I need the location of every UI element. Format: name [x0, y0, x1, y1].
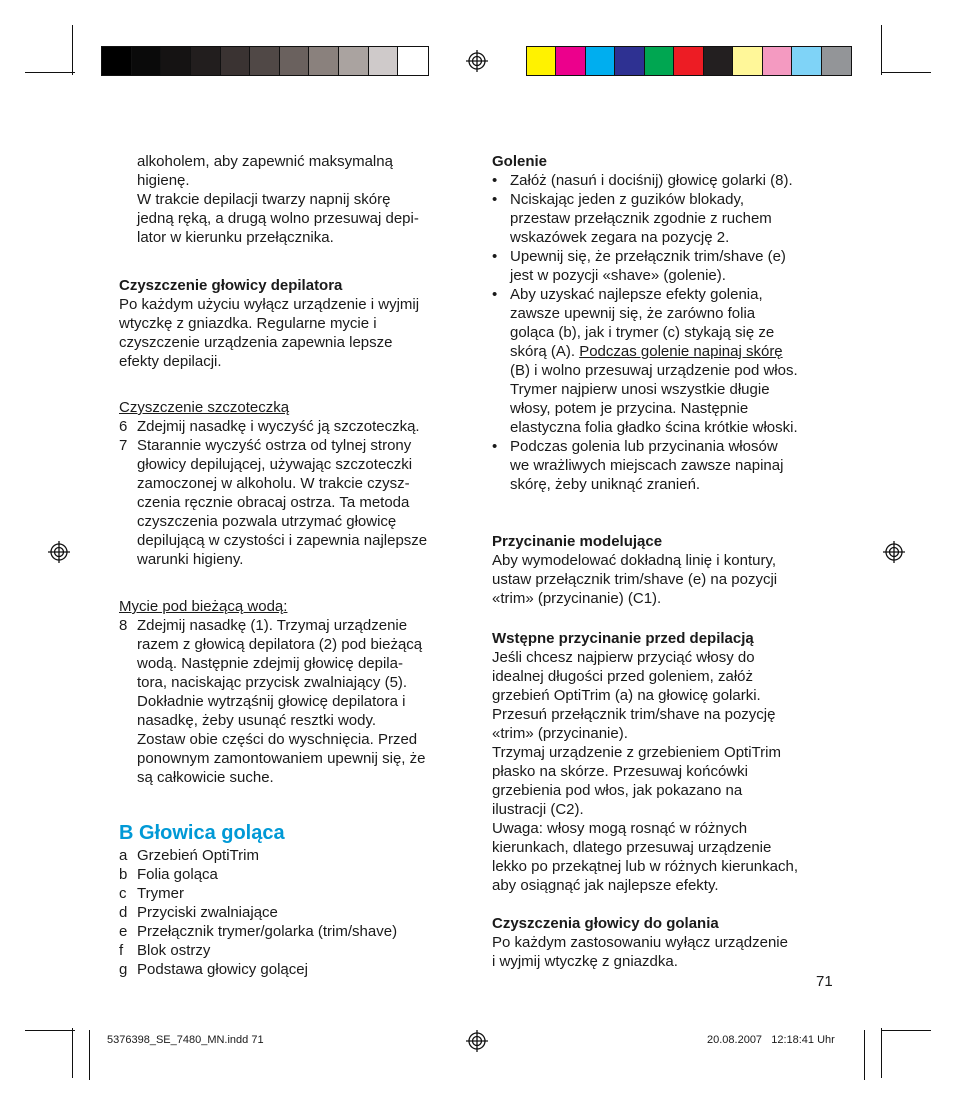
pretrim-heading: Wstępne przycinanie przed depilacją: [492, 630, 754, 647]
color-swatch: [161, 47, 191, 75]
cleaning-head-paragraph: Po każdym użyciu wyłącz urządzenie i wyjmij wtyczkę z gniazdka. Regularne mycie i czyszczenie urządzenia zapewnia lepsze efekty depilacji.: [119, 296, 420, 370]
color-swatch: [822, 47, 851, 75]
parts-list: [119, 846, 469, 979]
right-column: [492, 152, 842, 971]
color-swatch: [674, 47, 703, 75]
color-swatch: [339, 47, 369, 75]
bullet-item: • Upewnij się, że przełącznik trim/shave (e) jest w pozycji «shave» (golenie).: [492, 248, 786, 284]
crop-mark: [72, 1028, 73, 1078]
color-swatch: [763, 47, 792, 75]
left-column: [119, 152, 469, 979]
list-item: c Trymer: [119, 885, 184, 902]
color-swatch: [398, 47, 428, 75]
pretrim-paragraph: Jeśli chcesz najpierw przyciąć włosy do idealnej długości przed goleniem, załóż grzebień OptiTrim (a) na głowicę golarki. Przesuń przełącznik trim/shave na pozycję «trim» (przycinanie). Trzymaj urządzenie z grzebieniem OptiTrim płasko na skórze. Przesuwaj końcówki grzebienia pod włos, jak pokazano na ilustracji (C2). Uwaga: włosy mogą rosnąć w różnych kierunkach, dlatego przesuwaj urządzenie lekko po przekątnej lub w różnych kierunkach, aby osiągnąć jak najlepsze efekty.: [492, 649, 798, 894]
registration-mark-icon: [883, 541, 905, 563]
bullet-item: • Podczas golenia lub przycinania włosów we wrażliwych miejscach zawsze napinaj skórę, żeby uniknąć zranień.: [492, 438, 784, 493]
shaving-heading: Golenie: [492, 153, 548, 170]
step-item: 8 Zdejmij nasadkę (1). Trzymaj urządzenie razem z głowicą depilatora (2) pod bieżącą wodą. Następnie zdejmij głowicę depila- tora, naciskając przycisk zwalniający (5). Dokładnie wytrząśnij głowicę depilatora i nasadkę, żeby usunąć resztki wody. Zostaw obie części do wyschnięcia. Przed ponownym zamontowaniem upewnij się, że są całkowicie suche.: [119, 617, 426, 786]
registration-mark-icon: [466, 50, 488, 72]
crop-mark: [89, 1030, 90, 1080]
crop-mark: [25, 1030, 75, 1031]
bullet-icon: •: [492, 248, 498, 265]
color-swatch: [556, 47, 585, 75]
bullet-icon: •: [492, 286, 498, 303]
color-swatch: [102, 47, 132, 75]
crop-mark: [881, 1030, 931, 1031]
color-swatch: [191, 47, 221, 75]
crop-mark: [72, 25, 73, 75]
color-swatch: [645, 47, 674, 75]
color-swatch: [792, 47, 821, 75]
registration-mark-icon: [466, 1030, 488, 1052]
color-swatch: [615, 47, 644, 75]
crop-mark: [881, 72, 931, 73]
cmyk-color-bar: [526, 46, 852, 76]
list-item: b Folia goląca: [119, 866, 218, 883]
bullet-icon: •: [492, 438, 498, 455]
section-b-title: B Głowica goląca: [119, 822, 285, 844]
color-swatch: [132, 47, 162, 75]
color-swatch: [250, 47, 280, 75]
cleaning-head-heading: Czyszczenie głowicy depilatora: [119, 277, 343, 294]
brush-cleaning-heading: Czyszczenie szczoteczką: [119, 399, 290, 416]
color-swatch: [704, 47, 733, 75]
list-item: g Podstawa głowicy golącej: [119, 961, 308, 978]
page-number: 71: [816, 973, 833, 990]
footer-filename: 5376398_SE_7480_MN.indd 71: [107, 1034, 264, 1046]
emphasis-underlined: Podczas golenie napinaj skórę: [579, 343, 783, 360]
intro-paragraph: alkoholem, aby zapewnić maksymalną higienę. W trakcie depilacji twarzy napnij skórę jedną ręką, a drugą wolno przesuwaj depi- lator w kierunku przełącznika.: [137, 153, 419, 246]
crop-mark: [881, 1028, 882, 1078]
color-swatch: [309, 47, 339, 75]
cleaning-shaver-paragraph: Po każdym zastosowaniu wyłącz urządzenie i wyjmij wtyczkę z gniazdka.: [492, 934, 788, 970]
color-swatch: [733, 47, 762, 75]
bullet-icon: •: [492, 191, 498, 208]
modeling-paragraph: Aby wymodelować dokładną linię i kontury, ustaw przełącznik trim/shave (e) na pozycji «trim» (przycinanie) (C1).: [492, 552, 778, 607]
cleaning-shaver-heading: Czyszczenia głowicy do golania: [492, 915, 719, 932]
grayscale-color-bar: [101, 46, 429, 76]
step-item: 6 Zdejmij nasadkę i wyczyść ją szczoteczką.: [119, 418, 420, 435]
color-swatch: [369, 47, 399, 75]
color-swatch: [221, 47, 251, 75]
running-water-heading: Mycie pod bieżącą wodą:: [119, 598, 288, 615]
list-item: a Grzebień OptiTrim: [119, 847, 259, 864]
registration-mark-icon: [48, 541, 70, 563]
list-item: d Przyciski zwalniające: [119, 904, 278, 921]
list-item: e Przełącznik trymer/golarka (trim/shave): [119, 923, 398, 940]
crop-mark: [881, 25, 882, 75]
crop-mark: [25, 72, 75, 73]
bullet-item: • Aby uzyskać najlepsze efekty golenia, zawsze upewnij się, że zarówno folia goląca (b), jak i trymer (c) stykają się ze skórą (A). Podczas golenie napinaj skórę (B) i wolno przesuwaj urządzenie pod włos. Trymer najpierw unosi wszystkie długie włosy, potem je przycina. Następnie elastyczna folia gładko ścina krótkie włoski.: [492, 286, 798, 436]
bullet-icon: •: [492, 172, 498, 189]
footer-datetime: 20.08.2007 12:18:41 Uhr: [707, 1034, 835, 1046]
step-item: 7 Starannie wyczyść ostrza od tylnej strony głowicy depilującej, używając szczoteczki zamoczonej w alkoholu. W trakcie czysz- czenia ręcznie obracaj ostrza. Ta metoda czyszczenia pozwala utrzymać głowicę depilującą w czystości i zapewnia najlepsze warunki higieny.: [119, 437, 428, 568]
modeling-heading: Przycinanie modelujące: [492, 533, 663, 550]
color-swatch: [527, 47, 556, 75]
color-swatch: [586, 47, 615, 75]
bullet-item: • Załóż (nasuń i dociśnij) głowicę golarki (8).: [492, 172, 793, 189]
bullet-item: • Nciskając jeden z guzików blokady, przestaw przełącznik zgodnie z ruchem wskazówek zegara na pozycję 2.: [492, 191, 772, 246]
crop-mark: [864, 1030, 865, 1080]
list-item: f Blok ostrzy: [119, 942, 211, 959]
color-swatch: [280, 47, 310, 75]
